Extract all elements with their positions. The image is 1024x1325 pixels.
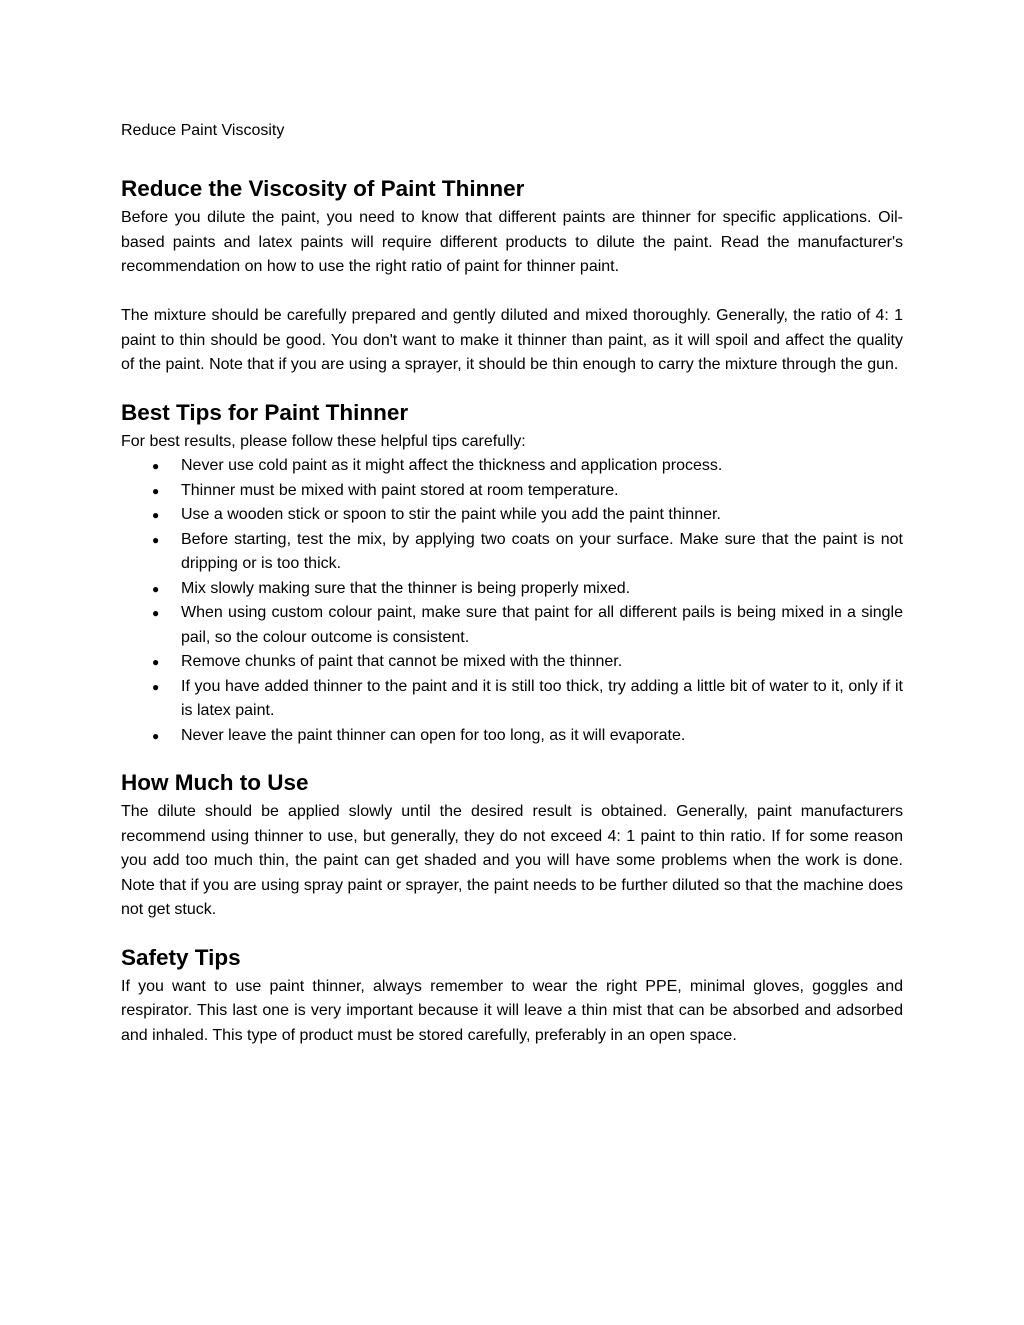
list-item-text: Before starting, test the mix, by applying two coats on your surface. Make sure that the paint is not dripping or is too thick. bbox=[181, 530, 903, 572]
list-item-text: Use a wooden stick or spoon to stir the paint while you add the paint thinner. bbox=[181, 506, 721, 523]
list-item-text: If you have added thinner to the paint and it is still too thick, try adding a little bit of water to it, only if it is latex paint. bbox=[181, 677, 903, 719]
bullet-icon: ● bbox=[152, 508, 160, 522]
bullet-icon: ● bbox=[152, 606, 160, 620]
section-heading: Best Tips for Paint Thinner bbox=[121, 399, 409, 425]
paragraph: The dilute should be applied slowly until the desired result is obtained. Generally, paint manufacturers recommend using thinner to use, but generally, they do not exceed 4: 1 paint to thin ratio. If for some reason you add too much thin, the paint can get shaded and you will have some problems when the work is done. Note that if you are using spray paint or sprayer, the paint needs to be further diluted so that the machine does not get stuck. bbox=[121, 803, 903, 918]
tips-intro: For best results, please follow these helpful tips carefully: bbox=[121, 432, 526, 450]
list-item-text: Never leave the paint thinner can open for too long, as it will evaporate. bbox=[181, 726, 686, 744]
bullet-icon: ● bbox=[152, 581, 160, 596]
document-header-title: Reduce Paint Viscosity bbox=[121, 122, 285, 139]
bullet-icon: ● bbox=[152, 655, 160, 669]
bullet-icon: ● bbox=[152, 483, 160, 498]
list-item bbox=[121, 528, 903, 577]
list-item-text: Never use cold paint as it might affect the thickness and application process. bbox=[181, 457, 723, 474]
list-item bbox=[121, 650, 903, 675]
paragraph: The mixture should be carefully prepared and gently diluted and mixed thoroughly. Generally, the ratio of 4: 1 paint to thin should be good. You don't want to make it thinner than paint, as it will spoil and affect the quality of the paint. Note that if you are using a sprayer, it should be thin enough to carry the mixture through the gun. bbox=[121, 307, 903, 373]
list-item-text: When using custom colour paint, make sure that paint for all different pails is being mixed in a single pail, so the colour outcome is consistent. bbox=[181, 604, 903, 646]
section-best-tips bbox=[121, 396, 903, 749]
paragraph: Before you dilute the paint, you need to know that different paints are thinner for specific applications. Oil-based paints and latex paints will require different products to dilute the paint. Read the manufacturer's recommendation on how to use the right ratio of paint for thinner paint. bbox=[121, 209, 903, 275]
section-heading: Reduce the Viscosity of Paint Thinner bbox=[121, 176, 525, 201]
bullet-icon: ● bbox=[152, 532, 160, 547]
list-item bbox=[121, 503, 903, 528]
paragraph: If you want to use paint thinner, always remember to wear the right PPE, minimal gloves, goggles and respirator. This last one is very important because it will leave a thin mist that can be absorbed and adsorbed and inhaled. This type of product must be stored carefully, preferably in an open space. bbox=[121, 977, 903, 1044]
bullet-icon: ● bbox=[152, 728, 160, 743]
section-heading: Safety Tips bbox=[121, 944, 241, 970]
bullet-icon: ● bbox=[152, 679, 160, 694]
list-item bbox=[121, 454, 903, 479]
list-item bbox=[121, 479, 903, 504]
section-how-much-to-use bbox=[121, 766, 903, 923]
list-item bbox=[121, 724, 903, 749]
list-item bbox=[121, 675, 903, 724]
list-item-text: Thinner must be mixed with paint stored at room temperature. bbox=[181, 481, 619, 499]
section-heading: How Much to Use bbox=[121, 770, 309, 795]
list-item bbox=[121, 577, 903, 602]
list-item-text: Remove chunks of paint that cannot be mixed with the thinner. bbox=[181, 653, 623, 670]
section-safety-tips bbox=[121, 941, 903, 1049]
document-body bbox=[121, 172, 903, 1048]
tips-list bbox=[121, 454, 903, 748]
list-item bbox=[121, 601, 903, 650]
bullet-icon: ● bbox=[152, 459, 160, 473]
section-reduce-viscosity bbox=[121, 172, 903, 378]
list-item-text: Mix slowly making sure that the thinner is being properly mixed. bbox=[181, 579, 631, 597]
